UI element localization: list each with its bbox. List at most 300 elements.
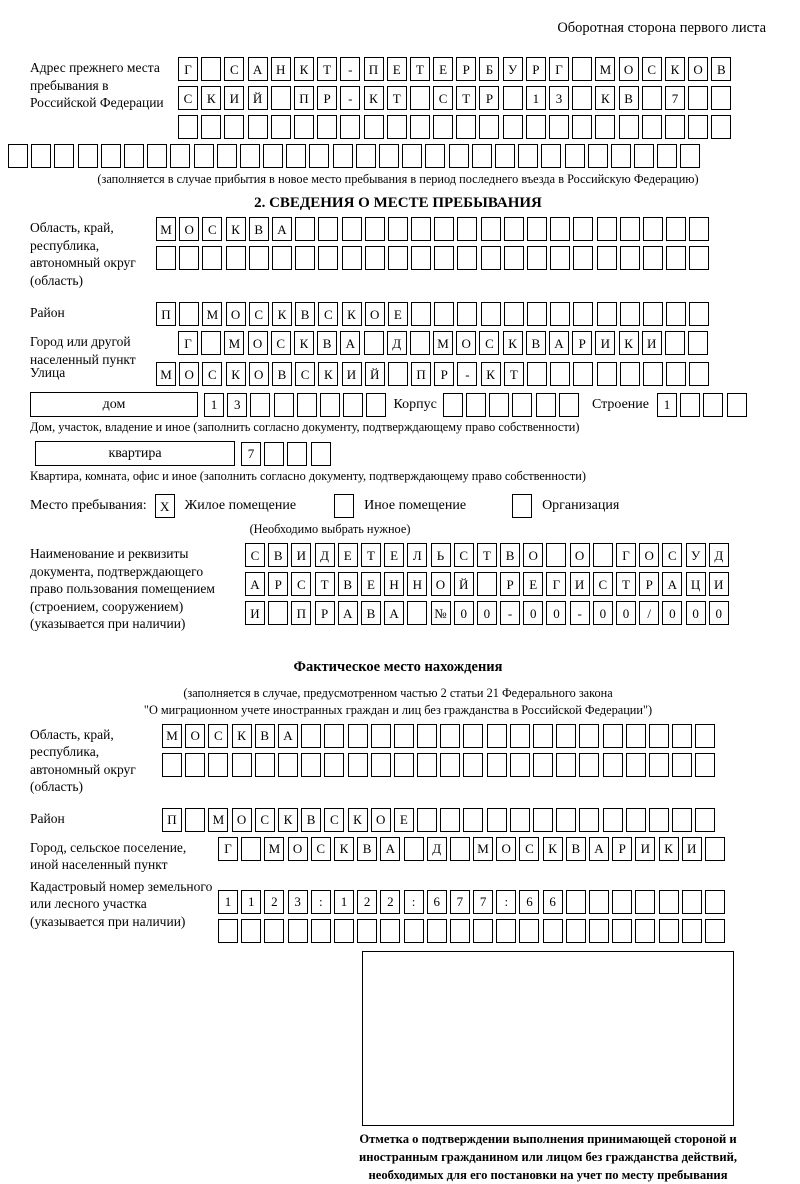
char-box[interactable] xyxy=(620,246,640,270)
char-box[interactable]: Г xyxy=(218,837,238,861)
char-box[interactable]: О xyxy=(365,302,385,326)
char-box[interactable]: В xyxy=(317,331,337,355)
char-box[interactable]: О xyxy=(185,724,205,748)
char-box[interactable]: Е xyxy=(384,543,404,567)
char-box[interactable]: 7 xyxy=(241,442,261,466)
char-box[interactable]: К xyxy=(595,86,615,110)
char-box[interactable]: 0 xyxy=(616,601,636,625)
char-box[interactable] xyxy=(297,393,317,417)
checkbox-inoe[interactable] xyxy=(334,494,354,518)
char-box[interactable]: 7 xyxy=(665,86,685,110)
char-box[interactable] xyxy=(364,115,384,139)
char-box[interactable] xyxy=(463,724,483,748)
char-box[interactable]: К xyxy=(226,217,246,241)
char-box[interactable]: О xyxy=(248,331,268,355)
char-box[interactable]: П xyxy=(162,808,182,832)
char-box[interactable] xyxy=(510,753,530,777)
char-box[interactable] xyxy=(579,724,599,748)
char-box[interactable] xyxy=(680,144,700,168)
char-box[interactable] xyxy=(417,808,437,832)
char-box[interactable]: О xyxy=(619,57,639,81)
char-box[interactable] xyxy=(479,115,499,139)
char-box[interactable]: К xyxy=(503,331,523,355)
char-box[interactable] xyxy=(518,144,538,168)
char-box[interactable] xyxy=(666,362,686,386)
char-box[interactable] xyxy=(682,890,702,914)
char-box[interactable] xyxy=(527,302,547,326)
char-box[interactable] xyxy=(695,753,715,777)
char-box[interactable] xyxy=(348,753,368,777)
char-box[interactable] xyxy=(201,57,221,81)
char-box[interactable] xyxy=(324,753,344,777)
char-box[interactable] xyxy=(481,246,501,270)
char-box[interactable] xyxy=(635,890,655,914)
char-box[interactable]: О xyxy=(570,543,590,567)
char-box[interactable] xyxy=(357,919,377,943)
char-box[interactable] xyxy=(572,86,592,110)
char-box[interactable]: 6 xyxy=(543,890,563,914)
char-box[interactable]: 0 xyxy=(662,601,682,625)
char-box[interactable] xyxy=(620,362,640,386)
char-box[interactable]: С xyxy=(255,808,275,832)
char-box[interactable] xyxy=(643,246,663,270)
char-box[interactable]: Г xyxy=(616,543,636,567)
char-box[interactable]: : xyxy=(404,890,424,914)
char-box[interactable] xyxy=(101,144,121,168)
char-box[interactable] xyxy=(527,246,547,270)
char-box[interactable]: И xyxy=(709,572,729,596)
char-box[interactable]: Т xyxy=(504,362,524,386)
char-box[interactable] xyxy=(603,753,623,777)
char-box[interactable] xyxy=(250,393,270,417)
char-box[interactable] xyxy=(318,246,338,270)
char-box[interactable]: В xyxy=(361,601,381,625)
char-box[interactable] xyxy=(711,115,731,139)
char-box[interactable]: О xyxy=(179,217,199,241)
char-box[interactable] xyxy=(411,302,431,326)
char-box[interactable] xyxy=(503,115,523,139)
char-box[interactable]: Р xyxy=(315,601,335,625)
char-box[interactable] xyxy=(612,890,632,914)
char-box[interactable]: 3 xyxy=(288,890,308,914)
char-box[interactable]: 0 xyxy=(593,601,613,625)
char-box[interactable]: Д xyxy=(387,331,407,355)
char-box[interactable] xyxy=(472,144,492,168)
char-box[interactable] xyxy=(688,331,708,355)
char-box[interactable] xyxy=(643,362,663,386)
char-box[interactable]: Т xyxy=(387,86,407,110)
char-box[interactable] xyxy=(533,753,553,777)
char-box[interactable] xyxy=(643,217,663,241)
char-box[interactable]: А xyxy=(384,601,404,625)
char-box[interactable]: С xyxy=(642,57,662,81)
char-box[interactable] xyxy=(417,724,437,748)
char-box[interactable] xyxy=(572,57,592,81)
char-box[interactable] xyxy=(489,393,509,417)
char-box[interactable] xyxy=(427,919,447,943)
char-box[interactable] xyxy=(466,393,486,417)
char-box[interactable] xyxy=(295,246,315,270)
char-box[interactable] xyxy=(642,86,662,110)
char-box[interactable]: П xyxy=(364,57,384,81)
char-box[interactable] xyxy=(343,393,363,417)
char-box[interactable] xyxy=(595,115,615,139)
char-box[interactable]: К xyxy=(543,837,563,861)
char-box[interactable]: 7 xyxy=(450,890,470,914)
char-box[interactable]: Й xyxy=(365,362,385,386)
char-box[interactable] xyxy=(589,919,609,943)
char-box[interactable] xyxy=(566,890,586,914)
char-box[interactable] xyxy=(597,246,617,270)
char-box[interactable] xyxy=(665,331,685,355)
char-box[interactable] xyxy=(457,246,477,270)
char-box[interactable] xyxy=(178,115,198,139)
char-box[interactable] xyxy=(689,217,709,241)
char-box[interactable]: С xyxy=(295,362,315,386)
char-box[interactable] xyxy=(680,393,700,417)
char-box[interactable] xyxy=(672,753,692,777)
char-box[interactable] xyxy=(496,919,516,943)
char-box[interactable]: Р xyxy=(500,572,520,596)
char-box[interactable] xyxy=(527,217,547,241)
char-box[interactable] xyxy=(620,217,640,241)
char-box[interactable] xyxy=(417,753,437,777)
char-box[interactable]: С xyxy=(324,808,344,832)
char-box[interactable]: Р xyxy=(479,86,499,110)
char-box[interactable]: И xyxy=(642,331,662,355)
char-box[interactable] xyxy=(689,302,709,326)
char-box[interactable] xyxy=(597,362,617,386)
char-box[interactable] xyxy=(672,724,692,748)
char-box[interactable] xyxy=(387,115,407,139)
char-box[interactable] xyxy=(477,572,497,596)
char-box[interactable]: А xyxy=(380,837,400,861)
char-box[interactable] xyxy=(407,601,427,625)
char-box[interactable]: Р xyxy=(268,572,288,596)
char-box[interactable] xyxy=(510,808,530,832)
char-box[interactable]: С xyxy=(519,837,539,861)
char-box[interactable] xyxy=(241,919,261,943)
char-box[interactable] xyxy=(705,919,725,943)
char-box[interactable] xyxy=(365,246,385,270)
char-box[interactable] xyxy=(533,808,553,832)
char-box[interactable] xyxy=(440,724,460,748)
char-box[interactable]: 0 xyxy=(686,601,706,625)
char-box[interactable] xyxy=(434,246,454,270)
char-box[interactable] xyxy=(274,393,294,417)
char-box[interactable] xyxy=(550,217,570,241)
checkbox-organizaciya[interactable] xyxy=(512,494,532,518)
char-box[interactable]: 2 xyxy=(357,890,377,914)
char-box[interactable] xyxy=(579,753,599,777)
char-box[interactable] xyxy=(593,543,613,567)
char-box[interactable] xyxy=(301,724,321,748)
char-box[interactable] xyxy=(703,393,723,417)
char-box[interactable] xyxy=(626,753,646,777)
char-box[interactable] xyxy=(162,753,182,777)
char-box[interactable] xyxy=(278,753,298,777)
char-box[interactable]: С xyxy=(271,331,291,355)
char-box[interactable] xyxy=(264,919,284,943)
char-box[interactable] xyxy=(440,753,460,777)
char-box[interactable]: А xyxy=(248,57,268,81)
char-box[interactable] xyxy=(366,393,386,417)
char-box[interactable]: В xyxy=(255,724,275,748)
char-box[interactable] xyxy=(388,246,408,270)
char-box[interactable]: К xyxy=(348,808,368,832)
char-box[interactable] xyxy=(626,724,646,748)
char-box[interactable]: 0 xyxy=(709,601,729,625)
char-box[interactable]: К xyxy=(318,362,338,386)
char-box[interactable]: А xyxy=(245,572,265,596)
char-box[interactable] xyxy=(665,115,685,139)
char-box[interactable] xyxy=(226,246,246,270)
char-box[interactable] xyxy=(487,753,507,777)
char-box[interactable] xyxy=(410,115,430,139)
char-box[interactable] xyxy=(443,393,463,417)
char-box[interactable] xyxy=(364,331,384,355)
char-box[interactable]: С xyxy=(593,572,613,596)
char-box[interactable]: О xyxy=(431,572,451,596)
char-box[interactable] xyxy=(504,246,524,270)
char-box[interactable] xyxy=(208,753,228,777)
char-box[interactable] xyxy=(519,919,539,943)
char-box[interactable] xyxy=(295,217,315,241)
char-box[interactable] xyxy=(659,890,679,914)
char-box[interactable]: Г xyxy=(546,572,566,596)
char-box[interactable] xyxy=(536,393,556,417)
char-box[interactable] xyxy=(271,115,291,139)
char-box[interactable]: 1 xyxy=(334,890,354,914)
char-box[interactable] xyxy=(388,362,408,386)
char-box[interactable] xyxy=(194,144,214,168)
char-box[interactable] xyxy=(402,144,422,168)
char-box[interactable] xyxy=(727,393,747,417)
char-box[interactable]: 7 xyxy=(473,890,493,914)
char-box[interactable]: О xyxy=(639,543,659,567)
char-box[interactable] xyxy=(411,217,431,241)
char-box[interactable]: У xyxy=(503,57,523,81)
char-box[interactable]: 1 xyxy=(204,393,224,417)
char-box[interactable] xyxy=(317,115,337,139)
char-box[interactable] xyxy=(224,115,244,139)
char-box[interactable] xyxy=(201,331,221,355)
char-box[interactable]: / xyxy=(639,601,659,625)
char-box[interactable]: А xyxy=(338,601,358,625)
char-box[interactable] xyxy=(379,144,399,168)
char-box[interactable]: Г xyxy=(549,57,569,81)
char-box[interactable] xyxy=(612,919,632,943)
char-box[interactable]: П xyxy=(291,601,311,625)
char-box[interactable]: : xyxy=(311,890,331,914)
char-box[interactable]: Е xyxy=(523,572,543,596)
char-box[interactable] xyxy=(286,144,306,168)
char-box[interactable]: К xyxy=(201,86,221,110)
char-box[interactable] xyxy=(78,144,98,168)
char-box[interactable]: - xyxy=(500,601,520,625)
char-box[interactable]: В xyxy=(272,362,292,386)
char-box[interactable]: Р xyxy=(317,86,337,110)
char-box[interactable]: С xyxy=(249,302,269,326)
char-box[interactable]: Й xyxy=(248,86,268,110)
char-box[interactable]: 3 xyxy=(227,393,247,417)
char-box[interactable]: - xyxy=(457,362,477,386)
char-box[interactable]: Б xyxy=(479,57,499,81)
char-box[interactable] xyxy=(218,919,238,943)
char-box[interactable] xyxy=(597,302,617,326)
char-box[interactable]: П xyxy=(411,362,431,386)
char-box[interactable]: М xyxy=(264,837,284,861)
char-box[interactable] xyxy=(311,919,331,943)
char-box[interactable] xyxy=(449,144,469,168)
char-box[interactable] xyxy=(410,86,430,110)
char-box[interactable] xyxy=(495,144,515,168)
char-box[interactable] xyxy=(688,115,708,139)
char-box[interactable] xyxy=(565,144,585,168)
char-box[interactable]: Н xyxy=(271,57,291,81)
char-box[interactable]: М xyxy=(433,331,453,355)
char-box[interactable]: В xyxy=(295,302,315,326)
char-box[interactable] xyxy=(550,246,570,270)
char-box[interactable]: М xyxy=(156,362,176,386)
char-box[interactable] xyxy=(573,362,593,386)
char-box[interactable] xyxy=(124,144,144,168)
char-box[interactable]: К xyxy=(342,302,362,326)
char-box[interactable]: 3 xyxy=(549,86,569,110)
char-box[interactable] xyxy=(31,144,51,168)
char-box[interactable] xyxy=(404,837,424,861)
char-box[interactable]: Д xyxy=(427,837,447,861)
char-box[interactable] xyxy=(185,753,205,777)
char-box[interactable]: Т xyxy=(315,572,335,596)
char-box[interactable] xyxy=(611,144,631,168)
char-box[interactable]: В xyxy=(357,837,377,861)
char-box[interactable]: О xyxy=(249,362,269,386)
char-box[interactable]: К xyxy=(294,331,314,355)
char-box[interactable] xyxy=(201,115,221,139)
char-box[interactable] xyxy=(573,302,593,326)
char-box[interactable]: В xyxy=(500,543,520,567)
char-box[interactable] xyxy=(620,302,640,326)
char-box[interactable] xyxy=(642,115,662,139)
char-box[interactable] xyxy=(185,808,205,832)
char-box[interactable] xyxy=(301,753,321,777)
char-box[interactable]: О xyxy=(688,57,708,81)
char-box[interactable] xyxy=(456,115,476,139)
char-box[interactable] xyxy=(342,217,362,241)
char-box[interactable]: А xyxy=(549,331,569,355)
char-box[interactable]: В xyxy=(338,572,358,596)
char-box[interactable]: К xyxy=(665,57,685,81)
char-box[interactable] xyxy=(179,302,199,326)
char-box[interactable]: С xyxy=(202,362,222,386)
char-box[interactable] xyxy=(54,144,74,168)
char-box[interactable]: В xyxy=(711,57,731,81)
char-box[interactable]: И xyxy=(291,543,311,567)
char-box[interactable] xyxy=(147,144,167,168)
char-box[interactable] xyxy=(643,302,663,326)
char-box[interactable] xyxy=(659,919,679,943)
char-box[interactable]: Р xyxy=(526,57,546,81)
char-box[interactable]: 1 xyxy=(657,393,677,417)
char-box[interactable] xyxy=(572,115,592,139)
char-box[interactable]: Т xyxy=(477,543,497,567)
char-box[interactable] xyxy=(566,919,586,943)
char-box[interactable]: О xyxy=(456,331,476,355)
char-box[interactable] xyxy=(688,86,708,110)
char-box[interactable] xyxy=(597,217,617,241)
char-box[interactable]: М xyxy=(202,302,222,326)
char-box[interactable]: А xyxy=(278,724,298,748)
char-box[interactable]: Е xyxy=(387,57,407,81)
char-box[interactable] xyxy=(473,919,493,943)
char-box[interactable]: С xyxy=(224,57,244,81)
char-box[interactable] xyxy=(463,753,483,777)
char-box[interactable]: А xyxy=(589,837,609,861)
char-box[interactable]: А xyxy=(340,331,360,355)
char-box[interactable]: В xyxy=(301,808,321,832)
char-box[interactable]: К xyxy=(481,362,501,386)
char-box[interactable]: Т xyxy=(456,86,476,110)
char-box[interactable] xyxy=(589,890,609,914)
char-box[interactable] xyxy=(410,331,430,355)
char-box[interactable]: К xyxy=(334,837,354,861)
char-box[interactable] xyxy=(487,808,507,832)
char-box[interactable]: О xyxy=(371,808,391,832)
char-box[interactable] xyxy=(404,919,424,943)
char-box[interactable] xyxy=(573,246,593,270)
char-box[interactable] xyxy=(248,115,268,139)
char-box[interactable] xyxy=(365,217,385,241)
char-box[interactable] xyxy=(249,246,269,270)
char-box[interactable]: Д xyxy=(709,543,729,567)
char-box[interactable] xyxy=(619,115,639,139)
char-box[interactable] xyxy=(156,246,176,270)
char-box[interactable] xyxy=(649,808,669,832)
char-box[interactable] xyxy=(434,302,454,326)
char-box[interactable] xyxy=(434,217,454,241)
char-box[interactable]: С xyxy=(662,543,682,567)
char-box[interactable]: Т xyxy=(317,57,337,81)
char-box[interactable]: О xyxy=(232,808,252,832)
char-box[interactable]: Р xyxy=(456,57,476,81)
char-box[interactable] xyxy=(394,724,414,748)
char-box[interactable]: О xyxy=(496,837,516,861)
char-box[interactable] xyxy=(634,144,654,168)
char-box[interactable]: И xyxy=(342,362,362,386)
char-box[interactable] xyxy=(170,144,190,168)
char-box[interactable] xyxy=(695,808,715,832)
char-box[interactable] xyxy=(689,362,709,386)
char-box[interactable] xyxy=(682,919,702,943)
char-box[interactable] xyxy=(504,217,524,241)
char-box[interactable]: 0 xyxy=(523,601,543,625)
char-box[interactable] xyxy=(241,837,261,861)
char-box[interactable] xyxy=(380,919,400,943)
char-box[interactable]: Д xyxy=(315,543,335,567)
char-box[interactable] xyxy=(649,753,669,777)
char-box[interactable] xyxy=(348,724,368,748)
char-box[interactable] xyxy=(333,144,353,168)
char-box[interactable]: С xyxy=(202,217,222,241)
char-box[interactable] xyxy=(202,246,222,270)
char-box[interactable]: Т xyxy=(410,57,430,81)
char-box[interactable]: Е xyxy=(361,572,381,596)
char-box[interactable]: К xyxy=(278,808,298,832)
char-box[interactable]: 1 xyxy=(218,890,238,914)
char-box[interactable]: 1 xyxy=(526,86,546,110)
char-box[interactable]: № xyxy=(431,601,451,625)
